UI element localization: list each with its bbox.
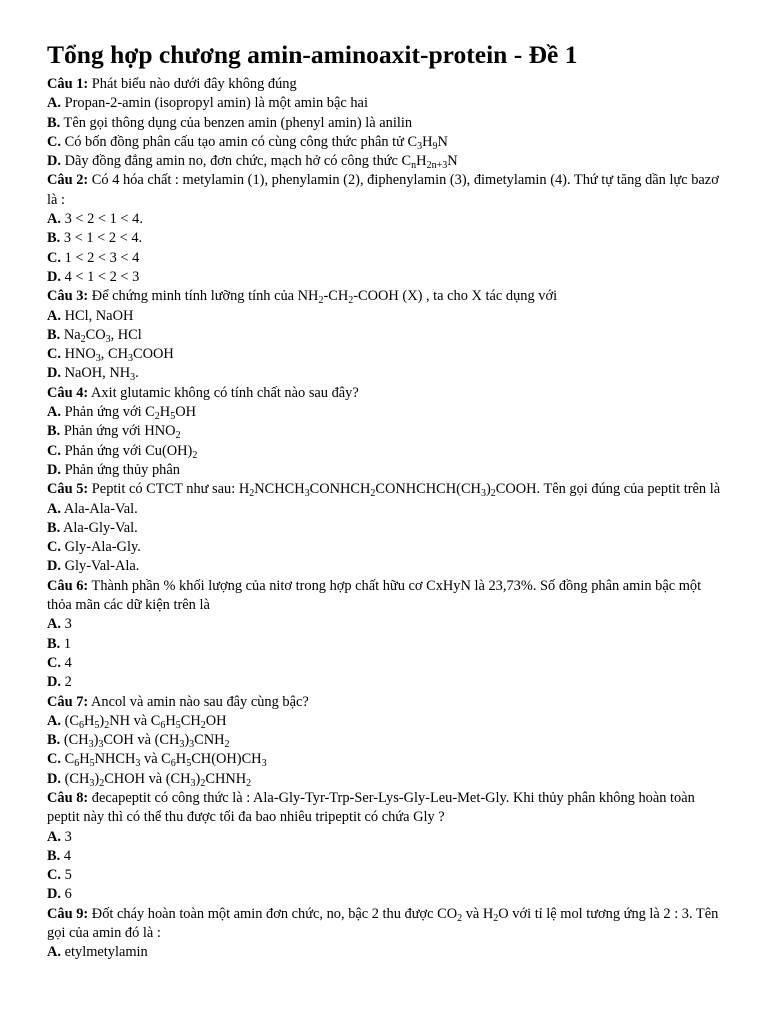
option-letter: A. bbox=[47, 307, 61, 324]
option-text: 3 bbox=[64, 828, 72, 845]
answer-option-c bbox=[47, 866, 728, 885]
option-text: Dãy đồng đẳng amin no, đơn chức, mạch hở có công thức $C_nH_{2n+3}N$ bbox=[64, 153, 458, 172]
option-text: 3 bbox=[64, 616, 72, 633]
answer-option-a bbox=[47, 500, 728, 519]
question-8 bbox=[47, 789, 723, 828]
option-text: 1 bbox=[63, 635, 72, 652]
option-text: Phản ứng với $Cu(OH)_2$ bbox=[64, 442, 198, 461]
answer-option-c bbox=[47, 654, 728, 673]
question-text: Phát biểu nào dưới đây không đúng bbox=[91, 76, 297, 92]
question-4 bbox=[47, 384, 723, 403]
question-9 bbox=[47, 905, 723, 944]
option-letter: A. bbox=[47, 404, 61, 421]
option-letter: B. bbox=[47, 847, 61, 864]
question-text: Axit glutamic không có tính chất nào sau đây? bbox=[91, 384, 359, 401]
answer-option-b bbox=[47, 229, 728, 248]
answer-option-c bbox=[47, 249, 728, 268]
question-text: Thành phần % khối lượng của nitơ trong hợp chất hữu cơ CxHyN là 23,73%. Số đồng phân amin bậc một thỏa mãn các dữ kiện trên là bbox=[47, 577, 702, 614]
option-letter: C. bbox=[47, 751, 61, 768]
option-letter: B. bbox=[47, 635, 61, 652]
answer-option-d bbox=[47, 885, 728, 904]
answer-option-d bbox=[47, 364, 728, 383]
option-text: Phản ứng với $HNO_2$ bbox=[63, 423, 181, 442]
option-letter: D. bbox=[47, 365, 61, 382]
option-text: Propan-2-amin (isopropyl amin) là một amin bậc hai bbox=[64, 95, 368, 112]
option-text: Tên gọi thông dụng của benzen amin (phenyl amin) là anilin bbox=[63, 114, 413, 131]
question-3 bbox=[47, 287, 723, 306]
answer-option-a bbox=[47, 94, 728, 113]
option-text: Gly-Val-Ala. bbox=[64, 558, 140, 575]
question-list bbox=[47, 75, 728, 963]
option-text: HCl, NaOH bbox=[64, 307, 134, 324]
answer-option-a bbox=[47, 307, 728, 326]
option-letter: B. bbox=[47, 519, 61, 536]
option-text: Có bốn đồng phân cấu tạo amin có cùng công thức phân tử $C_3H_9N$ bbox=[64, 133, 448, 152]
answer-option-b bbox=[47, 731, 728, 750]
question-6 bbox=[47, 577, 723, 616]
option-text: 4 bbox=[63, 847, 72, 864]
option-letter: C. bbox=[47, 654, 61, 671]
answer-option-c bbox=[47, 133, 728, 152]
question-label: Câu 4: bbox=[47, 384, 89, 401]
question-2 bbox=[47, 171, 723, 210]
question-text: đecapeptit có công thức là : Ala-Gly-Tyr-Trp-Ser-Lys-Gly-Leu-Met-Gly. Khi thủy phân không hoàn toàn peptit này thì có thể thu được tối đa bao nhiêu tripeptit có chứa Gly ? bbox=[47, 789, 695, 826]
question-text: Đốt cháy hoàn toàn một amin đơn chức, no, bậc 2 thu được $CO_2$ và $H_2O$ với tỉ lệ mol tương ứng là 2 : 3. Tên gọi của amin đó là : bbox=[47, 905, 719, 942]
question-text: Có 4 hóa chất : metylamin (1), phenylamin (2), điphenylamin (3), đimetylamin (4). Thứ tự tăng dần lực bazơ là : bbox=[47, 172, 719, 208]
answer-option-c bbox=[47, 345, 728, 364]
question-text: Ancol và amin nào sau đây cùng bậc? bbox=[91, 693, 309, 710]
answer-option-b bbox=[47, 422, 728, 441]
option-text: 3 < 2 < 1 < 4. bbox=[64, 211, 143, 228]
question-5 bbox=[47, 480, 723, 499]
option-text: Phản ứng với $C_2H_5OH$ bbox=[64, 404, 196, 423]
option-text: 6 bbox=[64, 886, 72, 903]
question-label: Câu 6: bbox=[47, 577, 89, 594]
option-text: $C_6H_5NHCH_3$ và $C_6H_5CH(OH)CH_3$ bbox=[64, 751, 267, 770]
option-letter: A. bbox=[47, 616, 61, 633]
question-label: Câu 2: bbox=[47, 172, 89, 189]
answer-option-c bbox=[47, 750, 728, 769]
option-letter: A. bbox=[47, 211, 61, 228]
option-text: etylmetylamin bbox=[64, 944, 148, 961]
answer-option-d bbox=[47, 461, 728, 480]
option-letter: B. bbox=[47, 732, 61, 749]
option-text: $(C_6H_5)_2NH$ và $C_6H_5CH_2OH$ bbox=[64, 712, 227, 731]
option-letter: D. bbox=[47, 268, 61, 285]
option-text: $(CH_3)_2CHOH$ và $(CH_3)_2CHNH_2$ bbox=[64, 770, 252, 789]
question-1 bbox=[47, 75, 723, 94]
option-letter: B. bbox=[47, 230, 61, 247]
question-7 bbox=[47, 693, 723, 712]
option-letter: A. bbox=[47, 828, 61, 845]
option-letter: D. bbox=[47, 886, 61, 903]
answer-option-a bbox=[47, 210, 728, 229]
option-letter: B. bbox=[47, 114, 61, 131]
document-title: Tổng hợp chương amin-aminoaxit-protein - Đề 1 bbox=[47, 40, 578, 69]
question-text: Để chứng minh tính lưỡng tính của $NH_2-CH_2$-COOH (X) , ta cho X tác dụng với bbox=[91, 288, 558, 307]
answer-option-a bbox=[47, 712, 728, 731]
option-text: Phản ứng thủy phân bbox=[64, 461, 180, 478]
answer-option-b bbox=[47, 326, 728, 345]
option-letter: A. bbox=[47, 712, 61, 729]
answer-option-d bbox=[47, 152, 728, 171]
option-letter: C. bbox=[47, 867, 61, 884]
option-text: $HNO_3$, $CH_3COOH$ bbox=[64, 346, 174, 365]
option-text: Gly-Ala-Gly. bbox=[64, 539, 141, 556]
option-text: 4 < 1 < 2 < 3 bbox=[64, 268, 140, 285]
option-text: $(CH_3)_3COH$ và $(CH_3)_3CNH_2$ bbox=[63, 732, 230, 751]
option-text: Ala-Ala-Val. bbox=[63, 500, 138, 517]
option-text: $Na_2CO_3$, HCl bbox=[63, 326, 142, 345]
answer-option-b bbox=[47, 847, 728, 866]
answer-option-b bbox=[47, 635, 728, 654]
answer-option-d bbox=[47, 268, 728, 287]
question-label: Câu 5: bbox=[47, 481, 89, 498]
answer-option-b bbox=[47, 519, 728, 538]
option-text: NaOH, $NH_3$. bbox=[64, 365, 139, 384]
question-label: Câu 8: bbox=[47, 789, 89, 806]
answer-option-c bbox=[47, 442, 728, 461]
option-letter: D. bbox=[47, 674, 61, 691]
answer-option-d bbox=[47, 770, 728, 789]
option-letter: C. bbox=[47, 539, 61, 556]
option-letter: C. bbox=[47, 133, 61, 150]
option-letter: D. bbox=[47, 770, 61, 787]
option-letter: C. bbox=[47, 249, 61, 266]
answer-option-a bbox=[47, 828, 728, 847]
option-letter: C. bbox=[47, 346, 61, 363]
option-letter: C. bbox=[47, 442, 61, 459]
option-text: 5 bbox=[64, 867, 72, 884]
option-letter: D. bbox=[47, 153, 61, 170]
option-text: 1 < 2 < 3 < 4 bbox=[64, 249, 140, 266]
option-text: 2 bbox=[64, 674, 72, 691]
question-label: Câu 1: bbox=[47, 76, 89, 92]
answer-option-a bbox=[47, 403, 728, 422]
answer-option-d bbox=[47, 557, 728, 576]
option-text: Ala-Gly-Val. bbox=[63, 519, 138, 536]
option-letter: B. bbox=[47, 326, 61, 343]
answer-option-c bbox=[47, 538, 728, 557]
option-letter: D. bbox=[47, 558, 61, 575]
answer-option-a bbox=[47, 615, 728, 634]
question-label: Câu 3: bbox=[47, 288, 89, 305]
option-letter: D. bbox=[47, 461, 61, 478]
question-label: Câu 7: bbox=[47, 693, 89, 710]
question-text: Peptit có CTCT như sau: $H_2NCHCH_3CONHCH_2CONHCHCH(CH_3)_2COOH$. Tên gọi đúng của peptit trên là bbox=[91, 481, 721, 500]
option-letter: B. bbox=[47, 423, 61, 440]
question-label: Câu 9: bbox=[47, 905, 89, 922]
option-letter: A. bbox=[47, 500, 61, 517]
option-text: 4 bbox=[64, 654, 72, 671]
answer-option-b bbox=[47, 114, 728, 133]
option-letter: A. bbox=[47, 944, 61, 961]
option-letter: A. bbox=[47, 95, 61, 112]
answer-option-d bbox=[47, 673, 728, 692]
answer-option-a bbox=[47, 943, 728, 962]
option-text: 3 < 1 < 2 < 4. bbox=[63, 230, 143, 247]
